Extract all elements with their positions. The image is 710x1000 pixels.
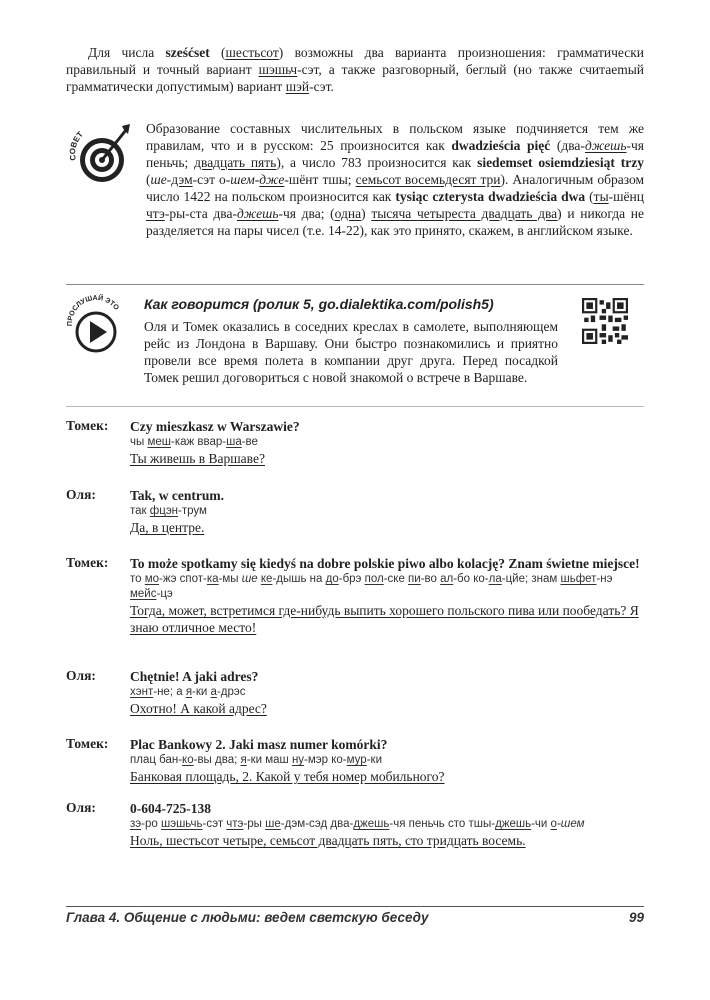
- intro-underlined: шесть: [225, 45, 261, 60]
- page-number: 99: [628, 910, 644, 925]
- footer: [66, 910, 644, 925]
- tip-badge-label: СОВЕТ: [68, 129, 85, 162]
- intro-underlined: шэшьч: [258, 62, 298, 77]
- russian-translation: Банковая площадь, 2. Какой у тебя номер мобильного?: [130, 769, 445, 784]
- transliteration-line: то мо-жэ спот-ка-мы ше ке-дышь на до-брэ пол-ске пи-во ал-бо ко-ла-цйе; знам шьфет-нэ мейс-цэ: [130, 573, 613, 600]
- tip-text: Образование составных числительных в польском языке подчиняется тем же правилам, что и в русском: 25 произносится как dwadzieścia pięć (два-джешь-чя пеньчь; двадцать пять), а число 783 произносится как siedemset osiemdziesiąt trzy (ше-дэм-сэт о-шем-дже-шёнт тшы; семьсот восемьдесят три). Аналогичным образом число 1422 на польском произносится как tysiąc czterysta dwadzieścia dwa (ты-шёнц чтэ-ры-ста два-джешь-чя два; (одна) тысяча четыреста двадцать два) и никогда не разделяется на пары чисел (т.е. 14-22), как это принято, скажем, в английском языке.: [146, 121, 645, 238]
- intro-text: ) возможны два варианта произношения: грамматически правильный и точный вариант: [66, 45, 645, 77]
- listen-text: Оля и Томек оказались в соседних креслах в самолете, выполняющем рейс из Лондона в Варшаву. Они быстро познакомились и приятно провели все время полета в компании друг друга. Перед посадкой Томек решил договориться с новой знакомой о встрече в Варшаве.: [144, 319, 558, 385]
- polish-line: Plac Bankowy 2. Jaki masz numer komórki?: [130, 737, 388, 752]
- speaker-name: Томек:: [66, 555, 109, 570]
- intro-text: (: [209, 45, 226, 60]
- russian-translation: Да, в центре.: [130, 520, 205, 535]
- qr-code-icon: [582, 298, 628, 344]
- transliteration-line: чы меш-каж ввар-ша-ве: [130, 436, 258, 448]
- russian-translation: Тогда, может, встретимся где-нибудь выпить хорошего польского пива или пообедать? Я знаю отличное место!: [130, 603, 639, 635]
- transliteration-line: плац бан-ко-вы два; я-ки маш ну-мэр ко-мур-ки: [130, 754, 382, 766]
- speaker-name: Томек:: [66, 736, 109, 751]
- russian-translation: Охотно! А какой адрес?: [130, 701, 267, 716]
- speaker-name: Оля:: [66, 668, 96, 683]
- intro-paragraph: [66, 44, 644, 95]
- polish-line: Chętnie! A jaki adres?: [130, 669, 259, 684]
- polish-line: Czy mieszkasz w Warszawie?: [130, 419, 300, 434]
- russian-translation: Ты живешь в Варшаве?: [130, 451, 265, 466]
- intro-text: -сэт.: [309, 79, 334, 94]
- intro-underlined: сот: [260, 45, 279, 60]
- speaker-name: Оля:: [66, 800, 96, 815]
- transliteration-line: зэ-ро шэшьчь-сэт чтэ-ры ше-дэм-сэд два-джешь-чя пеньчь сто тшы-джешь-чи о-шем: [130, 818, 585, 830]
- footer-rule: [66, 906, 644, 907]
- intro-text: Для числа: [88, 45, 166, 60]
- listen-badge-label: ПРОСЛУШАЙ ЭТО: [66, 294, 120, 327]
- russian-translation: Ноль, шестьсот четыре, семьсот двадцать пять, сто тридцать восемь.: [130, 833, 526, 848]
- polish-line: 0-604-725-138: [130, 801, 211, 816]
- section-divider: [66, 284, 644, 285]
- intro-text: -сэт, а также разговорный, беглый (но также считаеmый грамматически допустимым) вариант: [66, 62, 644, 94]
- speaker-name: Оля:: [66, 487, 96, 502]
- polish-line: Tak, w centrum.: [130, 488, 225, 503]
- transliteration-line: так фцэн-трум: [130, 505, 207, 517]
- listen-title: Как говорится (ролик 5, go.dialektika.com/polish5): [144, 296, 494, 312]
- transliteration-line: хэнт-не; а я-ки а-дрэс: [130, 686, 246, 698]
- section-divider: [66, 406, 644, 407]
- polish-line: To może spotkamy się kiedyś na dobre polskie piwo albo kolację? Znam świetne miejsce!: [130, 556, 640, 571]
- intro-underlined: шэй: [285, 79, 310, 94]
- chapter-title: Глава 4. Общение с людьми: ведем светскую беседу: [66, 910, 429, 925]
- intro-polish-word: sześćset: [165, 45, 210, 60]
- target-icon: [66, 120, 132, 186]
- play-icon: [66, 294, 126, 354]
- speaker-name: Томек:: [66, 418, 109, 433]
